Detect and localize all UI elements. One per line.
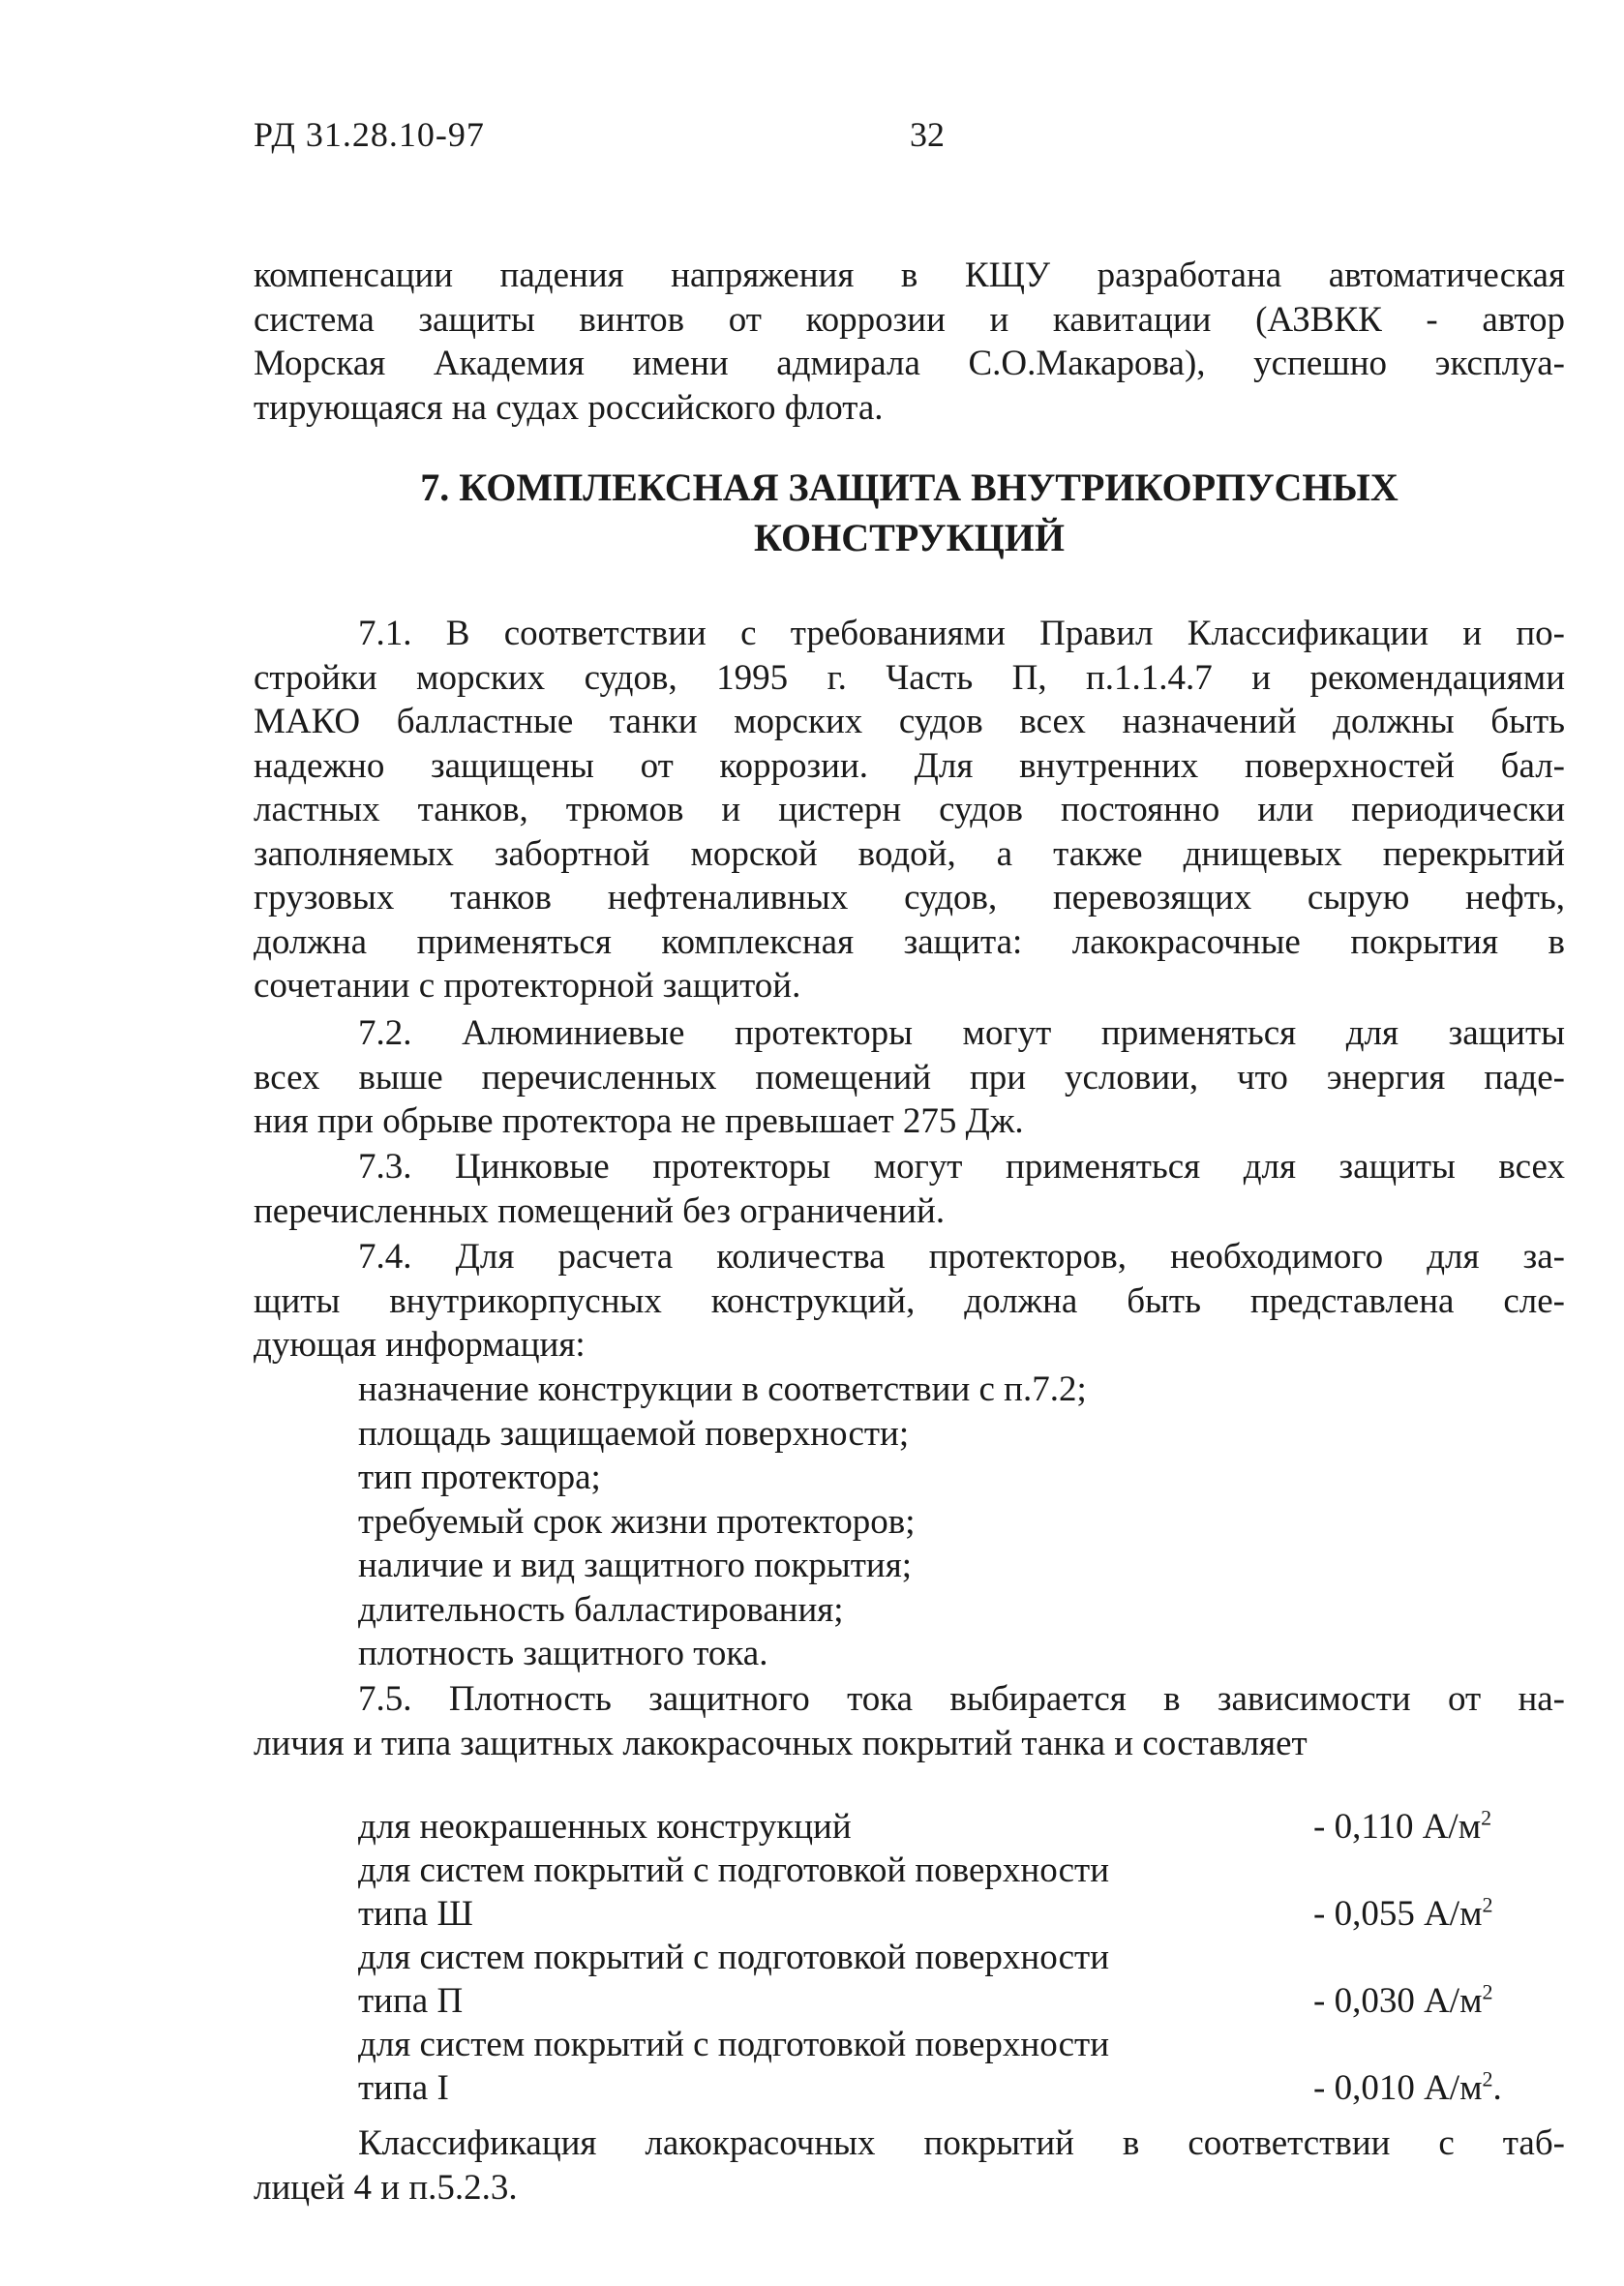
current-density-list — [358, 1805, 1563, 2110]
paragraph-7-5 — [254, 1677, 1565, 1765]
closing-paragraph — [254, 2121, 1565, 2210]
text-line: должна применяться комплексная защита: лакокрасочные покрытия в — [254, 921, 1565, 962]
text-line: МАКО балластные танки морских судов всех назначений должны быть — [254, 702, 1565, 741]
page-number: 32 — [910, 115, 945, 154]
density-row — [358, 1979, 1563, 2023]
text-line: дующая информация: — [254, 1325, 586, 1365]
section-title-line: КОНСТРУКЦИЙ — [754, 516, 1065, 559]
text-line: стройки морских судов, 1995 г. Часть П, п.1.1.4.7 и рекомендациями — [254, 657, 1565, 698]
density-row-label: для систем покрытий с подготовкой поверхности — [358, 2025, 1110, 2064]
text-line: заполняемых забортной морской водой, а также днищевых перекрытий — [254, 833, 1565, 874]
section-title — [254, 463, 1565, 563]
density-row-value: - 0,010 $А/м^2$. — [1313, 2066, 1502, 2108]
section-title-line: 7. КОМПЛЕКСНАЯ ЗАЩИТА ВНУТРИКОРПУСНЫХ — [420, 466, 1398, 509]
list-item: длительность балластирования; — [358, 1589, 844, 1630]
text-line: Классификация лакокрасочных покрытий в соответствии с таб- — [358, 2123, 1565, 2163]
paragraph-7-3 — [254, 1145, 1565, 1233]
density-row — [358, 2023, 1563, 2066]
density-row-value: - 0,110 $А/м^2$ — [1313, 1805, 1492, 1847]
text-line: ния при обрыве протектора не превышает 275 Дж. — [254, 1101, 1024, 1141]
document-code: РД 31.28.10-97 — [254, 115, 485, 154]
text-line: Морская Академия имени адмирала С.О.Макарова), успешно эксплуа- — [254, 344, 1565, 383]
density-row — [358, 2066, 1563, 2110]
text-line: 7.3. Цинковые протекторы могут применяться для защиты всех — [358, 1147, 1565, 1187]
text-line: личия и типа защитных лакокрасочных покрытий танка и составляет — [254, 1723, 1308, 1763]
text-line: 7.2. Алюминиевые протекторы могут применяться для защиты — [358, 1013, 1565, 1053]
text-line: система защиты винтов от коррозии и кавитации (АЗВКК - автор — [254, 299, 1565, 340]
list-item: площадь защищаемой поверхности; — [358, 1413, 910, 1454]
information-list — [358, 1368, 1563, 1676]
text-line: ластных танков, трюмов и цистерн судов постоянно или периодически — [254, 790, 1565, 829]
density-row-label: для систем покрытий с подготовкой поверхности — [358, 1850, 1110, 1890]
intro-paragraph — [254, 254, 1565, 430]
text-line: щиты внутрикорпусных конструкций, должна быть представлена сле- — [254, 1280, 1565, 1321]
density-row — [358, 1805, 1563, 1849]
text-line: лицей 4 и п.5.2.3. — [254, 2167, 518, 2208]
paragraph-7-2 — [254, 1011, 1565, 1144]
text-line: всех выше перечисленных помещений при условии, что энергия паде- — [254, 1057, 1565, 1098]
list-item: требуемый срок жизни протекторов; — [358, 1501, 916, 1542]
list-item: тип протектора; — [358, 1458, 601, 1497]
text-line: 7.4. Для расчета количества протекторов, необходимого для за- — [358, 1237, 1565, 1277]
density-row — [358, 1849, 1563, 1892]
text-line: перечисленных помещений без ограничений. — [254, 1190, 946, 1231]
text-line: грузовых танков нефтеналивных судов, перевозящих сырую нефть, — [254, 878, 1565, 917]
list-item: наличие и вид защитного покрытия; — [358, 1546, 913, 1585]
density-row-label: типа I — [358, 2068, 449, 2108]
density-row-label: типа П — [358, 1981, 464, 2021]
list-item: назначение конструкции в соответствии с п.7.2; — [358, 1369, 1087, 1409]
text-line: 7.1. В соответствии с требованиями Правил Классификации и по- — [358, 614, 1565, 653]
paragraph-7-4 — [254, 1235, 1565, 1368]
density-row-value: - 0,055 $А/м^2$ — [1313, 1892, 1493, 1934]
density-row-label: для неокрашенных конструкций — [358, 1807, 852, 1847]
text-line: 7.5. Плотность защитного тока выбирается в зависимости от на- — [358, 1679, 1565, 1719]
paragraph-7-1 — [254, 612, 1565, 1008]
density-row — [358, 1892, 1563, 1936]
density-row-label: для систем покрытий с подготовкой поверхности — [358, 1938, 1110, 1977]
density-row-label: типа Ш — [358, 1894, 473, 1934]
text-line: тирующаяся на судах российского флота. — [254, 387, 884, 428]
list-item: плотность защитного тока. — [358, 1634, 768, 1673]
text-line: надежно защищены от коррозии. Для внутренних поверхностей бал- — [254, 745, 1565, 786]
text-line: компенсации падения напряжения в КЩУ разработана автоматическая — [254, 256, 1565, 295]
density-row-value: - 0,030 $А/м^2$ — [1313, 1979, 1493, 2021]
density-row — [358, 1936, 1563, 1979]
text-line: сочетании с протекторной защитой. — [254, 966, 801, 1006]
